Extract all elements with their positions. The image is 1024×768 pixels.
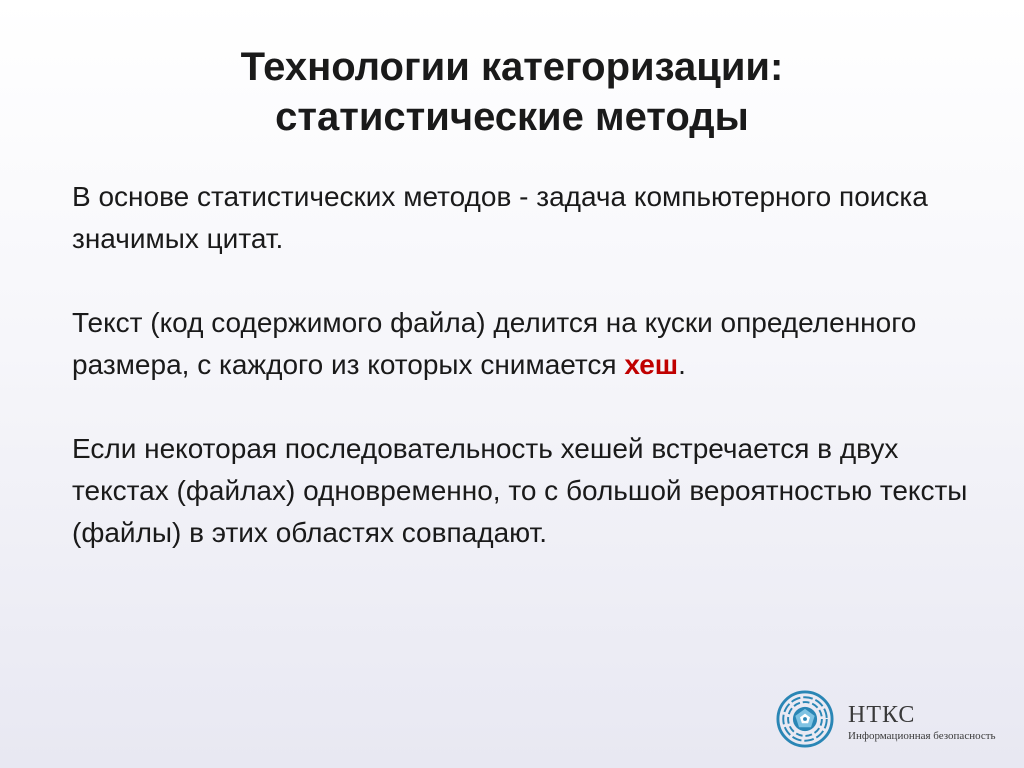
ntks-emblem-icon [776,690,834,748]
slide-title [0,42,1024,142]
slide-body [72,176,972,554]
paragraph-hash-match: Если некоторая последовательность хешей встречается в двух текстах (файлах) одновременно, то с большой вероятностью тексты (файлы) в этих областях совпадают. [72,433,968,548]
slide-title-line-2: статистические методы [275,95,749,139]
paragraph-hash-chunks-end: . [678,349,686,380]
hash-highlight: хеш [624,349,679,380]
paragraph-statistical-basis: В основе статистических методов - задача компьютерного поиска значимых цитат. [72,181,928,254]
logo-name: НТКС [848,702,916,728]
company-logo [776,688,1012,752]
paragraph-hash-chunks-text: Текст (код содержимого файла) делится на куски определенного размера, с каждого из которых снимается [72,307,917,380]
paragraph-hash-chunks [72,302,972,386]
slide-title-line-1: Технологии категоризации: [240,45,784,89]
logo-tagline: Информационная безопасность [848,730,996,742]
